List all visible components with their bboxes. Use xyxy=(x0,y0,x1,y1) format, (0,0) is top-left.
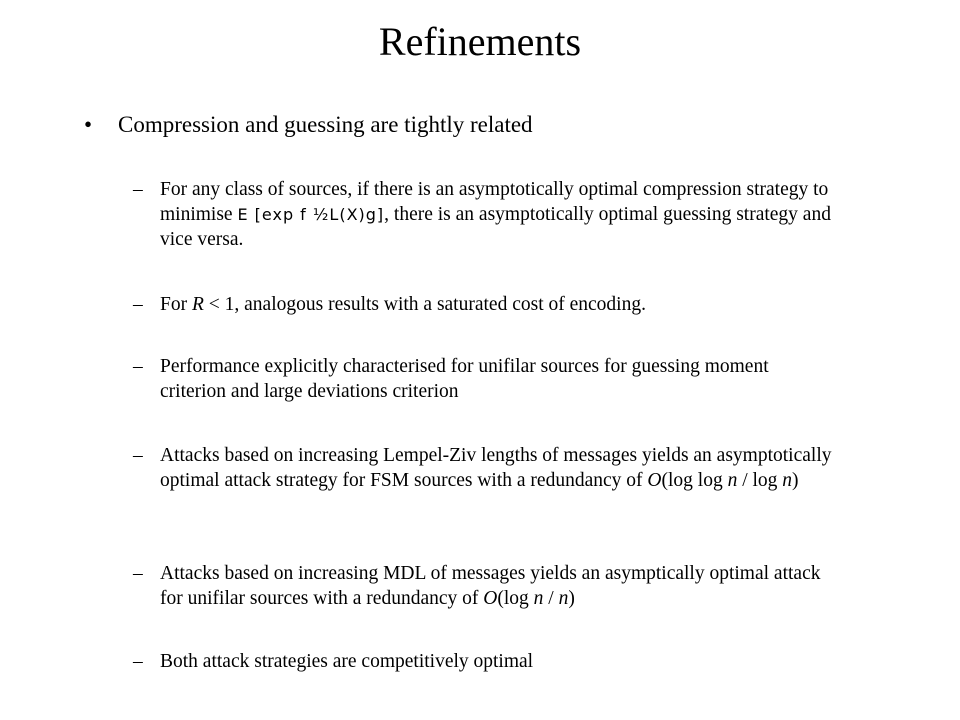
sub-item-text: Both attack strategies are competitively optimal xyxy=(160,651,534,672)
dash-marker: – xyxy=(133,651,143,672)
dash-marker: – xyxy=(133,294,143,315)
dash-marker: – xyxy=(133,563,143,584)
sub-item-text: Performance explicitly characterised for unifilar sources for guessing moment criterion and large deviations criterion xyxy=(160,356,769,402)
dash-marker: – xyxy=(133,179,143,200)
main-bullet xyxy=(84,110,533,140)
sub-item-text: Attacks based on increasing Lempel-Ziv lengths of messages yields an asymptotically optimal attack strategy for FSM sources with a redundancy of O(log log n / log n) xyxy=(160,445,832,491)
sub-item-text: For any class of sources, if there is an asymptotically optimal compression strategy to minimise E [exp f ½L(X)g], there is an asymptotically optimal guessing strategy and vice versa. xyxy=(160,179,831,250)
main-bullet-text: Compression and guessing are tightly related xyxy=(118,112,533,137)
dash-marker: – xyxy=(133,356,143,377)
sub-item-5 xyxy=(133,561,833,611)
math-expression: E [exp f ½L(X)g] xyxy=(237,205,385,224)
sub-item-text: For R < 1, analogous results with a saturated cost of encoding. xyxy=(160,294,646,315)
sub-item-4 xyxy=(133,443,833,493)
sub-item-2 xyxy=(133,292,833,317)
sub-item-3 xyxy=(133,354,833,404)
sub-item-1 xyxy=(133,177,833,252)
bullet-marker: • xyxy=(84,112,93,137)
sub-item-text: Attacks based on increasing MDL of messages yields an asymptically optimal attack for unifilar sources with a redundancy of O(log n / n) xyxy=(160,563,821,609)
slide-title: Refinements xyxy=(378,19,582,64)
sub-item-6 xyxy=(133,649,833,674)
dash-marker: – xyxy=(133,445,143,466)
